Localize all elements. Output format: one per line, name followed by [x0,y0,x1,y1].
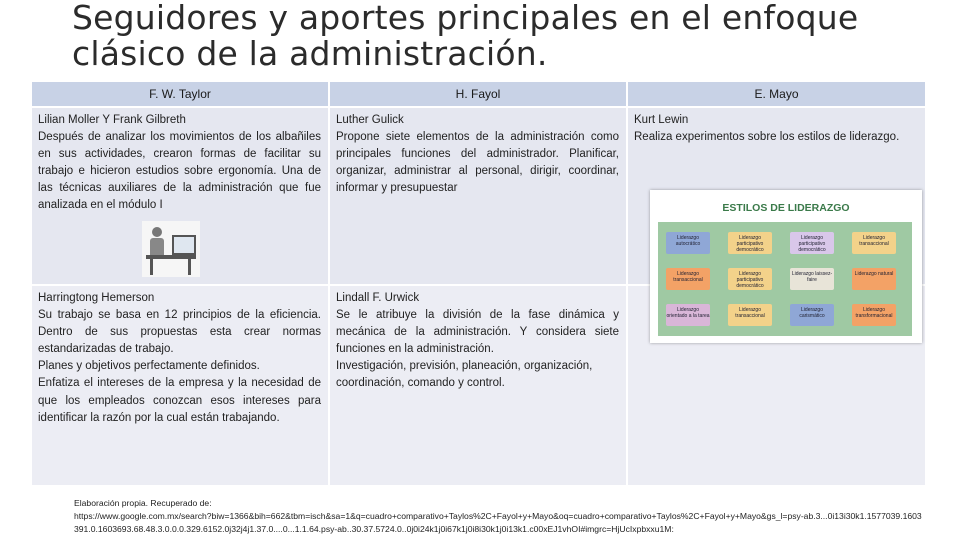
follower-contribution-3: Enfatiza el intereses de la empresa y la necesidad de que los empleados conozcan esos intereses para identificar la razón por la cual están trabajando. [38,377,321,424]
leadership-style-box: Liderazgo participativo democrático [728,268,772,290]
leadership-style-box: Liderazgo participativo democrático [728,232,772,254]
cell-fayol-2 [329,285,627,486]
header-fayol: H. Fayol [329,81,627,107]
follower-contribution: Se le atribuye la división de la fase dinámica y mecánica de la administración. Y considera siete funciones en la administración. [336,309,619,356]
follower-contribution: Realiza experimentos sobre los estilos de liderazgo. [634,131,900,144]
follower-name: Lindall F. Urwick [336,292,420,304]
cell-taylor-1 [31,107,329,285]
follower-name: Lilian Moller Y Frank Gilbreth [38,114,186,126]
title-line-2: clásico de la administración. [72,34,548,73]
leadership-style-box: Liderazgo laissez-faire [790,268,834,290]
source-citation [74,497,924,536]
follower-contribution: Su trabajo se basa en 12 principios de la eficiencia. Dentro de sus propuestas esta crear normas estandarizadas de trabajo. [38,309,321,356]
follower-name: Harringtong Hemerson [38,292,155,304]
leadership-style-box: Liderazgo autocrático [666,232,710,254]
office-ergonomics-image [142,221,200,277]
leadership-style-box: Liderazgo natural [852,268,896,290]
source-url: https://www.google.com.mx/search?biw=1366&bih=662&tbm=isch&sa=1&q=cuadro+comparativo+Taylos%2C+Fayol+y+Mayo&oq=cuadro+comparativo+Taylos%2C+Fayol+y+Mayo&gs_l=psy-ab.3...0i13i30k1.1577039.1603391.0.1603693.68.48.3.0.0.0.329.6152.0j32j4j1.37.0....0...1.1.64.psy-ab..30.37.5724.0..0j0i24k1j0i67k1j0i8i30k1j0i13k1.c00xEJ1vhOI#imgrc=HjUcIxpbxxu1M: [74,511,922,534]
table-header-row [31,81,926,107]
leadership-styles-grid [658,222,912,336]
page-title [72,0,952,72]
header-mayo: E. Mayo [627,81,926,107]
source-label: Elaboración propia. Recuperado de: [74,498,212,508]
leadership-style-box: Liderazgo transaccional [728,304,772,326]
leadership-style-box: Liderazgo participativo democrático [790,232,834,254]
leadership-style-box: Liderazgo orientado a la tarea [666,304,710,326]
follower-contribution: Propone siete elementos de la administración como principales funciones del administrador. Planificar, organizar, administrar al personal, dirigir, coordinar, informar y presupuestar [336,131,619,195]
leadership-style-box: Liderazgo transaccional [852,232,896,254]
leadership-style-box: Liderazgo carismático [790,304,834,326]
cell-taylor-2 [31,285,329,486]
follower-contribution-2: Investigación, previsión, planeación, organización, coordinación, comando y control. [336,360,593,390]
leadership-style-box: Liderazgo transformacional [852,304,896,326]
leadership-style-box: Liderazgo transaccional [666,268,710,290]
follower-name: Kurt Lewin [634,114,689,126]
follower-contribution: Después de analizar los movimientos de los albañiles en sus actividades, crearon formas de facilitar su trabajo e hicieron estudios sobre ergonomía. Una de las técnicas auxiliares de la administración que fue analizada en el módulo I [38,131,321,212]
title-line-1: Seguidores y aportes principales en el enfoque [72,0,859,37]
follower-contribution-2: Planes y objetivos perfectamente definidos. [38,360,260,373]
follower-name: Luther Gulick [336,114,404,126]
cell-fayol-1 [329,107,627,285]
header-taylor: F. W. Taylor [31,81,329,107]
leadership-styles-image [650,190,922,343]
leadership-image-title: ESTILOS DE LIDERAZGO [722,202,850,214]
